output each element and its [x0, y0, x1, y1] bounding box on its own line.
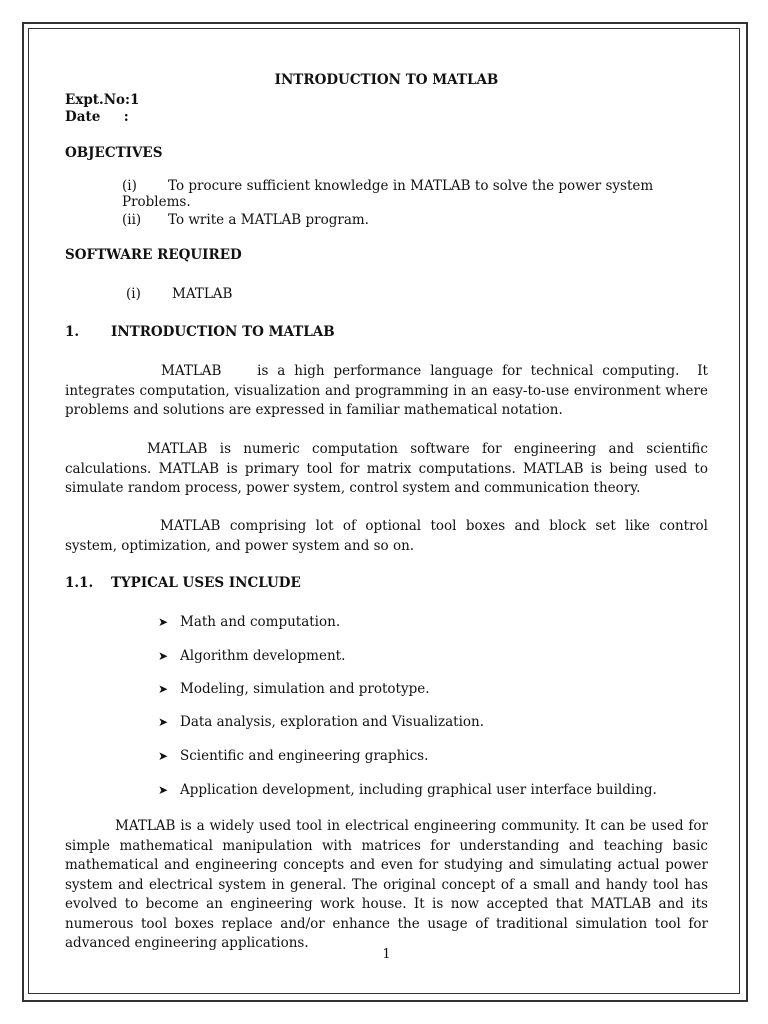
list-item-text: Scientific and engineering graphics. [180, 748, 429, 764]
page-title: INTRODUCTION TO MATLAB [274, 72, 499, 88]
software-text: MATLAB [172, 286, 233, 302]
list-item [158, 648, 345, 664]
list-item [158, 782, 657, 798]
arrow-bullet-icon: ➤ [158, 749, 169, 763]
experiment-number: Expt.No:1 [65, 92, 140, 108]
arrow-bullet-icon: ➤ [158, 649, 169, 663]
list-item-text: Modeling, simulation and prototype. [180, 681, 430, 697]
list-item-text: Math and computation. [180, 614, 341, 630]
list-item-text: Data analysis, exploration and Visualization. [180, 714, 485, 730]
software-item [126, 286, 232, 302]
paragraph-1: MATLAB is a high performance language for technical computing. It integrates computation, visualization and programming in an easy-to-use environment where problems and solutions are expressed in familiar mathematical notation. [65, 363, 713, 418]
list-item [158, 681, 430, 697]
list-item-text: Application development, including graphical user interface building. [180, 782, 657, 798]
list-item-text: Algorithm development. [180, 648, 346, 664]
objective-text: To write a MATLAB program. [168, 212, 369, 228]
paragraph-2: MATLAB is numeric computation software for engineering and scientific calculations. MATLAB is primary tool for matrix computations. MATLAB is being used to simulate random process, power system, control system and communication theory. [65, 441, 708, 496]
section-number: 1. [65, 324, 80, 340]
date-field: Date : [65, 109, 129, 125]
section-title: INTRODUCTION TO MATLAB [111, 324, 335, 340]
paragraph-4: MATLAB is a widely used tool in electrical engineering community. It can be used for simple mathematical manipulation with matrices for understanding and teaching basic mathematical and engineering concepts and even for studying and simulating actual power system and electrical system in general. The original concept of a small and handy tool has evolved to become an engineering work house. It is now accepted that MATLAB and its numerous tool boxes replace and/or enhance the usage of traditional simulation tool for advanced engineering applications. [65, 818, 708, 951]
arrow-bullet-icon: ➤ [158, 682, 169, 696]
section-number: 1.1. [65, 575, 94, 591]
list-item [158, 748, 428, 764]
arrow-bullet-icon: ➤ [158, 615, 169, 629]
section-1-heading [65, 324, 335, 340]
list-item [158, 614, 340, 630]
arrow-bullet-icon: ➤ [158, 715, 169, 729]
objective-number: (i) [122, 178, 137, 194]
objective-number: (ii) [122, 212, 142, 228]
section-1-1-heading [65, 575, 301, 591]
section-title: TYPICAL USES INCLUDE [111, 575, 301, 591]
software-number: (i) [126, 286, 141, 302]
objectives-heading: OBJECTIVES [65, 145, 163, 161]
list-item [158, 714, 484, 730]
objective-item [122, 212, 369, 228]
software-heading: SOFTWARE REQUIRED [65, 247, 242, 263]
objective-text: To procure sufficient knowledge in MATLAB to solve the power system Problems. [122, 178, 654, 210]
paragraph-3: MATLAB comprising lot of optional tool boxes and block set like control system, optimization, and power system and so on. [65, 518, 708, 554]
arrow-bullet-icon: ➤ [158, 783, 169, 797]
page-number: 1 [382, 947, 391, 962]
objective-item [122, 178, 708, 210]
